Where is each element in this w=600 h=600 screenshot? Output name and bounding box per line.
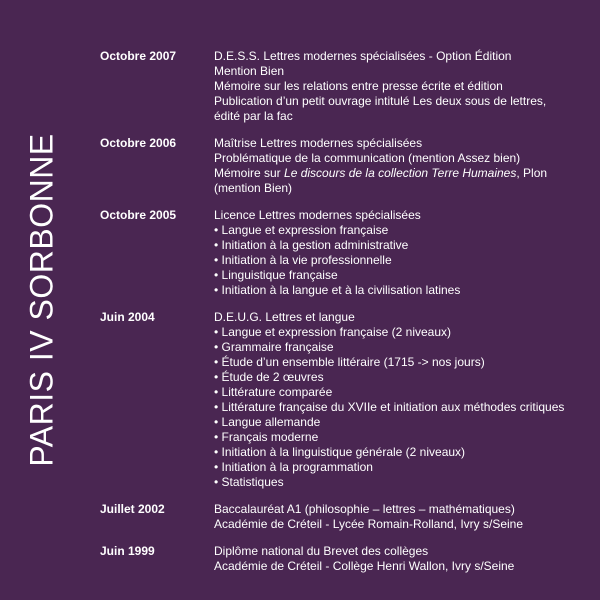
course-item: • Étude d’un ensemble littéraire (1715 -> nos jours) [214, 355, 592, 370]
entry-line: Licence Lettres modernes spécialisées [214, 208, 421, 222]
course-item: • Initiation à la programmation [214, 460, 592, 475]
entry-line: Mention Bien [214, 64, 285, 78]
memoire-suffix: , Plon [516, 166, 548, 180]
education-list [100, 49, 592, 586]
education-entry [100, 136, 592, 196]
entry-date: Octobre 2007 [100, 49, 177, 63]
entry-line: Académie de Créteil - Lycée Romain-Rolland, Ivry s/Seine [214, 517, 524, 531]
entry-date: Juillet 2002 [100, 502, 165, 516]
course-item: • Étude de 2 œuvres [214, 370, 592, 385]
entry-line: Problématique de la communication (mention Assez bien) [214, 151, 521, 165]
education-entry [100, 208, 592, 298]
education-entry [100, 544, 592, 574]
entry-line: Mémoire sur les relations entre presse écrite et édition [214, 79, 503, 93]
memoire-line [214, 166, 592, 181]
course-item: • Littérature française du XVIIe et initiation aux méthodes critiques [214, 400, 592, 415]
entry-line: (mention Bien) [214, 181, 293, 195]
course-item: • Langue et expression française (2 niveaux) [214, 325, 592, 340]
course-item: • Initiation à la linguistique générale (2 niveaux) [214, 445, 592, 460]
course-item: • Langue allemande [214, 415, 592, 430]
entry-details [214, 502, 592, 532]
entry-details [214, 136, 592, 196]
education-entry [100, 502, 592, 532]
education-entry [100, 310, 592, 490]
course-item: • Initiation à la gestion administrative [214, 238, 592, 253]
course-item: • Français moderne [214, 430, 592, 445]
memoire-prefix: Mémoire sur [214, 166, 285, 180]
entry-details [214, 310, 592, 490]
entry-line: Baccalauréat A1 (philosophie – lettres – mathématiques) [214, 502, 515, 516]
entry-line: D.E.S.S. Lettres modernes spécialisées - Option Édition [214, 49, 512, 63]
memoire-title: Le discours de la collection Terre Humaines [284, 166, 517, 180]
course-item: • Initiation à la langue et à la civilisation latines [214, 283, 592, 298]
entry-line: édité par la fac [214, 109, 293, 123]
course-item: • Grammaire française [214, 340, 592, 355]
entry-date: Octobre 2005 [100, 208, 177, 222]
course-item: • Statistiques [214, 475, 592, 490]
entry-details [214, 208, 592, 298]
course-item: • Initiation à la vie professionnelle [214, 253, 592, 268]
course-item: • Littérature comparée [214, 385, 592, 400]
entry-line: Maîtrise Lettres modernes spécialisées [214, 136, 423, 150]
entry-date: Juin 2004 [100, 310, 155, 324]
education-entry [100, 49, 592, 124]
entry-date: Juin 1999 [100, 544, 155, 558]
entry-date: Octobre 2006 [100, 136, 177, 150]
course-item: • Linguistique française [214, 268, 592, 283]
entry-details [214, 49, 592, 124]
entry-line: Académie de Créteil - Collège Henri Wallon, Ivry s/Seine [214, 559, 515, 573]
entry-line: D.E.U.G. Lettres et langue [214, 310, 355, 324]
side-title-text: PARIS IV SORBONNE [23, 133, 60, 467]
entry-line: Publication d’un petit ouvrage intitulé Les deux sous de lettres, [214, 94, 547, 108]
entry-details [214, 544, 592, 574]
course-item: • Langue et expression française [214, 223, 592, 238]
entry-line: Diplôme national du Brevet des collèges [214, 544, 429, 558]
